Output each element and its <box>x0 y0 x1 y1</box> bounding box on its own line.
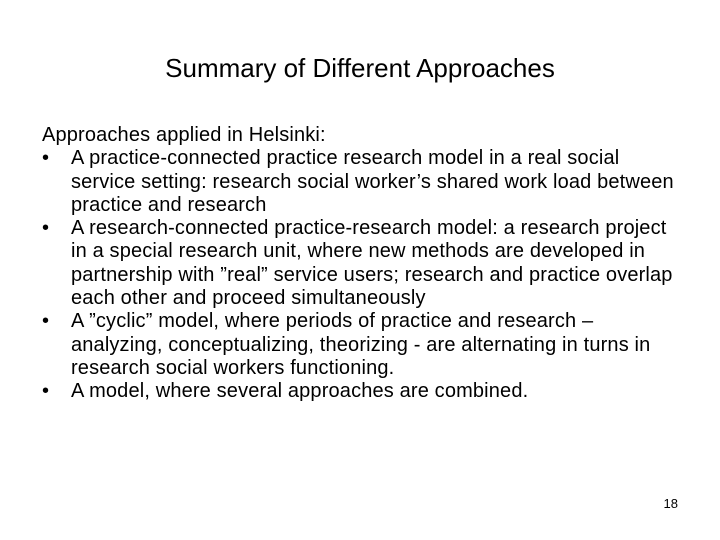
bullet-text: A research-connected practice-research model: a research project in a special research unit, where new methods are developed in partnership with ”real” service users; research and practice overlap each other and proceed simultaneously <box>71 217 673 310</box>
bullet-item-cyclic <box>42 310 682 380</box>
bullet-item-research-connected <box>42 217 682 310</box>
bullet-icon: • <box>42 217 50 240</box>
slide-title: Summary of Different Approaches <box>165 53 555 83</box>
bullet-text: A ”cyclic” model, where periods of practice and research – analyzing, conceptualizing, theorizing - are alternating in turns in research social workers functioning. <box>71 310 651 379</box>
bullet-list <box>42 147 682 403</box>
bullet-icon: • <box>42 147 50 170</box>
bullet-text: A model, where several approaches are combined. <box>71 380 529 403</box>
slide-body <box>42 124 682 404</box>
page-number: 18 <box>663 496 678 511</box>
intro-text: Approaches applied in Helsinki: <box>42 124 326 146</box>
bullet-item-practice-connected <box>42 147 682 217</box>
bullet-icon: • <box>42 380 50 403</box>
bullet-icon: • <box>42 310 50 333</box>
bullet-text: A practice-connected practice research model in a real social service setting: research social worker’s shared work load between practice and research <box>71 147 674 216</box>
bullet-item-combined <box>42 380 682 403</box>
